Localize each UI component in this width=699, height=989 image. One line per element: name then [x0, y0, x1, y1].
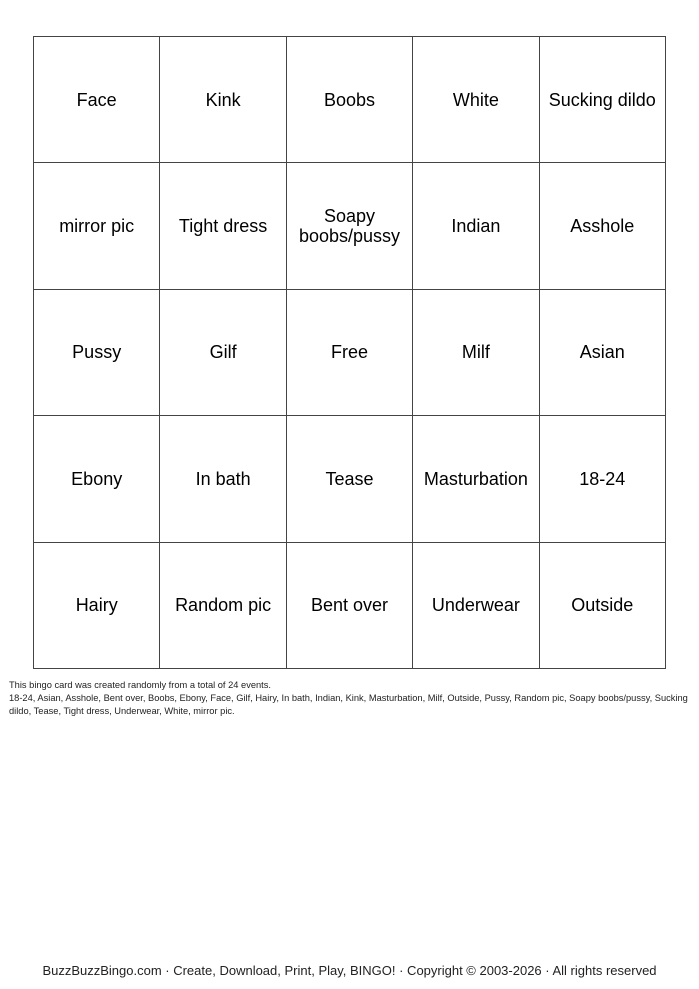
bingo-cell: Sucking dildo	[539, 37, 665, 163]
bingo-cell: 18-24	[539, 416, 665, 542]
bingo-cell: Outside	[539, 542, 665, 668]
bingo-cell: Hairy	[34, 542, 160, 668]
bingo-row	[34, 37, 666, 163]
bingo-cell: In bath	[160, 416, 286, 542]
notes-event-list: 18-24, Asian, Asshole, Bent over, Boobs, Ebony, Face, Gilf, Hairy, In bath, Indian, Kink, Masturbation, Milf, Outside, Pussy, Random pic, Soapy boobs/pussy, Sucking dildo, Tease, Tight dress, Underwear, White, mirror pic.	[9, 693, 688, 716]
bingo-cell: Milf	[413, 289, 539, 415]
bingo-cell: Bent over	[286, 542, 412, 668]
bingo-row	[34, 163, 666, 289]
bingo-cell: Tight dress	[160, 163, 286, 289]
bingo-cell: Boobs	[286, 37, 412, 163]
bingo-cell: Ebony	[34, 416, 160, 542]
bingo-cell: Pussy	[34, 289, 160, 415]
notes-intro: This bingo card was created randomly from a total of 24 events.	[9, 680, 271, 690]
bingo-cell: Gilf	[160, 289, 286, 415]
bingo-cell: Kink	[160, 37, 286, 163]
bingo-row	[34, 289, 666, 415]
card-notes	[9, 679, 694, 718]
bingo-cell: Soapy boobs/pussy	[286, 163, 412, 289]
bingo-cell: Masturbation	[413, 416, 539, 542]
bingo-cell: Tease	[286, 416, 412, 542]
bingo-cell: Asian	[539, 289, 665, 415]
bingo-cell: Random pic	[160, 542, 286, 668]
bingo-row	[34, 542, 666, 668]
bingo-card	[33, 36, 666, 669]
bingo-cell: mirror pic	[34, 163, 160, 289]
bingo-cell: Face	[34, 37, 160, 163]
bingo-cell: White	[413, 37, 539, 163]
page-footer: BuzzBuzzBingo.com · Create, Download, Print, Play, BINGO! · Copyright © 2003-2026 · All rights reserved	[42, 963, 657, 978]
bingo-cell: Indian	[413, 163, 539, 289]
bingo-row	[34, 416, 666, 542]
bingo-free-cell: Free	[286, 289, 412, 415]
bingo-cell: Asshole	[539, 163, 665, 289]
bingo-cell: Underwear	[413, 542, 539, 668]
